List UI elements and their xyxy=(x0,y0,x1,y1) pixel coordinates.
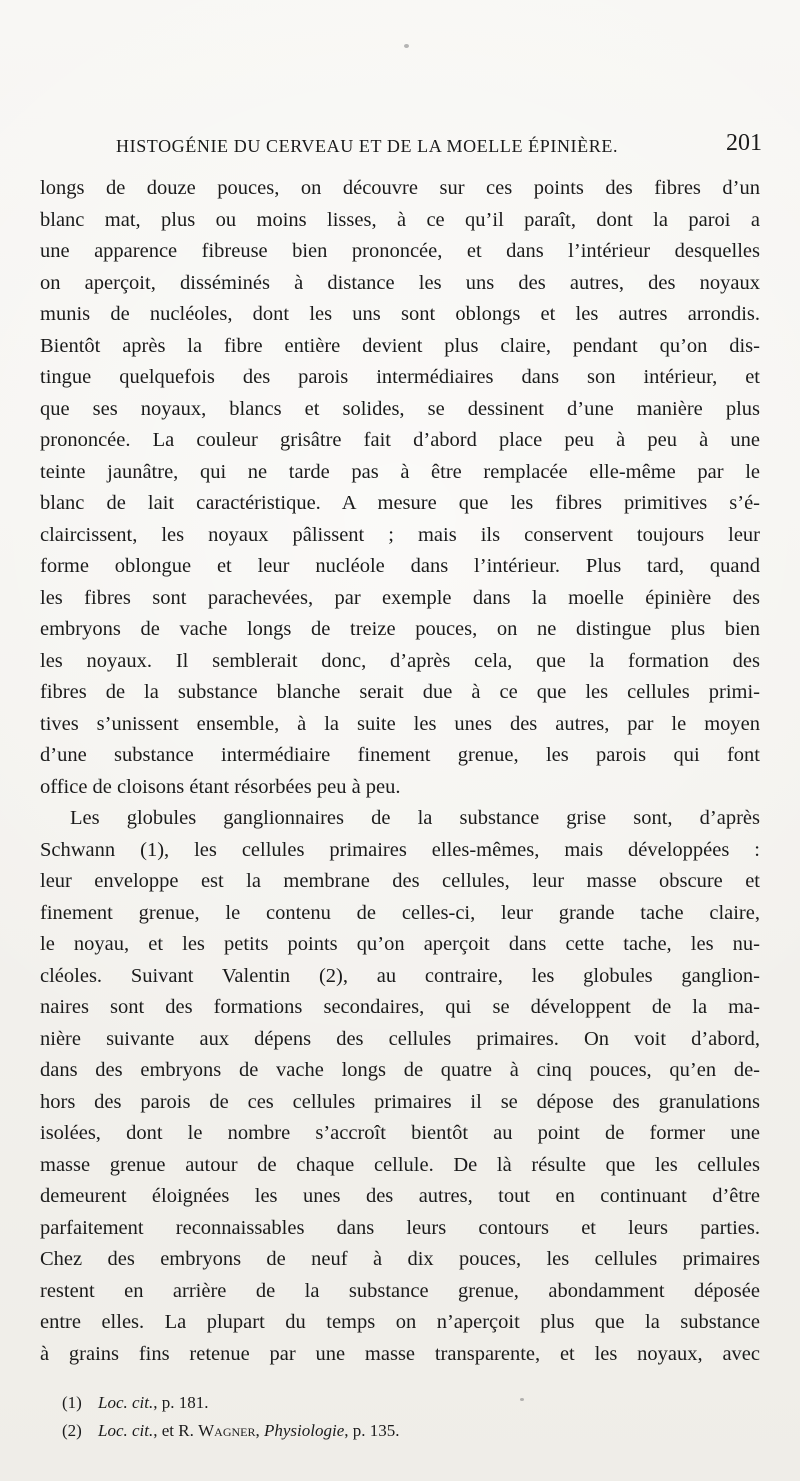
text-line: munis de nucléoles, dont les uns sont oblongs et les autres arrondis. xyxy=(40,303,760,325)
text-line-paragraph-end: office de cloisons étant résorbées peu à peu. xyxy=(40,775,401,798)
footnote-marker: (2) xyxy=(62,1421,82,1440)
footnote-page: , p. 135. xyxy=(344,1421,400,1440)
text-line: hors des parois de ces cellules primaires il se dépose des granulations xyxy=(40,1090,760,1113)
text-line: prononcée. La couleur grisâtre fait d’abord place peu à peu à une xyxy=(40,429,760,451)
footnote-2 xyxy=(62,1417,742,1445)
text-line: longs de douze pouces, on découvre sur ces points des fibres d’un xyxy=(40,177,760,199)
text-line: teinte jaunâtre, qui ne tarde pas à être remplacée elle-même par le xyxy=(40,460,760,483)
text-line: demeurent éloignées les unes des autres, tout en continuant d’être xyxy=(40,1185,760,1207)
text-line: tives s’unissent ensemble, à la suite les unes des autres, par le moyen xyxy=(40,712,760,735)
text-line: entre elles. La plupart du temps on n’aperçoit plus que la substance xyxy=(40,1311,760,1333)
body-text xyxy=(40,173,760,1370)
text-line: les noyaux. Il semblerait donc, d’après cela, que la formation des xyxy=(40,649,760,672)
footnote-1 xyxy=(62,1389,742,1417)
text-line: une apparence fibreuse bien prononcée, et dans l’intérieur desquelles xyxy=(40,240,760,262)
text-line: blanc de lait caractéristique. A mesure que les fibres primitives s’é- xyxy=(40,492,760,514)
footnote-marker: (1) xyxy=(62,1393,82,1412)
text-line: à grains fins retenue par une masse transparente, et les noyaux, avec xyxy=(40,1342,760,1365)
footnote-reference: Loc. cit. xyxy=(98,1393,154,1412)
text-line-paragraph-start: Les globules ganglionnaires de la substance grise sont, d’après xyxy=(70,807,760,829)
text-line: blanc mat, plus ou moins lisses, à ce qu’il paraît, dont la paroi a xyxy=(40,208,760,231)
text-line: fibres de la substance blanche serait due à ce que les cellules primi- xyxy=(40,681,760,703)
footnote-author: Wagner xyxy=(198,1421,256,1440)
text-line: embryons de vache longs de treize pouces, on ne distingue plus bien xyxy=(40,618,760,640)
text-line: restent en arrière de la substance grenue, abondamment déposée xyxy=(40,1279,760,1302)
text-line: les fibres sont parachevées, par exemple dans la moelle épinière des xyxy=(40,586,760,609)
text-line: parfaitement reconnaissables dans leurs contours et leurs parties. xyxy=(40,1216,760,1239)
footnote-connector: , et R. xyxy=(153,1421,199,1440)
text-line: forme oblongue et leur nucléole dans l’intérieur. Plus tard, quand xyxy=(40,555,760,577)
text-line: nière suivante aux dépens des cellules primaires. On voit d’abord, xyxy=(40,1027,760,1050)
text-line: le noyau, et les petits points qu’on aperçoit dans cette tache, les nu- xyxy=(40,933,760,955)
text-line: dans des embryons de vache longs de quatre à cinq pouces, qu’en de- xyxy=(40,1059,760,1081)
text-line: que ses noyaux, blancs et solides, se dessinent d’une manière plus xyxy=(40,397,760,420)
footnote-work-title: Physiologie xyxy=(264,1421,345,1440)
page-number: 201 xyxy=(726,130,762,156)
text-line: Bientôt après la fibre entière devient plus claire, pendant qu’on dis- xyxy=(40,334,760,357)
text-line: Chez des embryons de neuf à dix pouces, les cellules primaires xyxy=(40,1248,760,1270)
text-line: naires sont des formations secondaires, qui se développent de la ma- xyxy=(40,996,760,1018)
page-header xyxy=(116,130,762,158)
text-line: tingue quelquefois des parois intermédiaires dans son intérieur, et xyxy=(40,366,760,388)
text-line: on aperçoit, disséminés à distance les uns des autres, des noyaux xyxy=(40,271,760,294)
text-line: claircissent, les noyaux pâlissent ; mais ils conservent toujours leur xyxy=(40,523,760,546)
text-line: Schwann (1), les cellules primaires elles-mêmes, mais développées : xyxy=(40,838,760,861)
footnote-separator: , xyxy=(255,1421,264,1440)
text-line: d’une substance intermédiaire finement grenue, les parois qui font xyxy=(40,744,760,766)
footnotes xyxy=(62,1389,742,1445)
text-line: leur enveloppe est la membrane des cellules, leur masse obscure et xyxy=(40,870,760,892)
footnote-reference: Loc. cit. xyxy=(98,1421,154,1440)
footnote-page: , p. 181. xyxy=(153,1393,209,1412)
text-line: masse grenue autour de chaque cellule. De là résulte que les cellules xyxy=(40,1153,760,1176)
text-line: finement grenue, le contenu de celles-ci, leur grande tache claire, xyxy=(40,901,760,924)
ink-speck xyxy=(404,44,409,48)
text-line: isolées, dont le nombre s’accroît bientôt au point de former une xyxy=(40,1122,760,1144)
text-line: cléoles. Suivant Valentin (2), au contraire, les globules ganglion- xyxy=(40,964,760,987)
running-title: HISTOGÉNIE DU CERVEAU ET DE LA MOELLE ÉPINIÈRE. xyxy=(116,136,619,156)
